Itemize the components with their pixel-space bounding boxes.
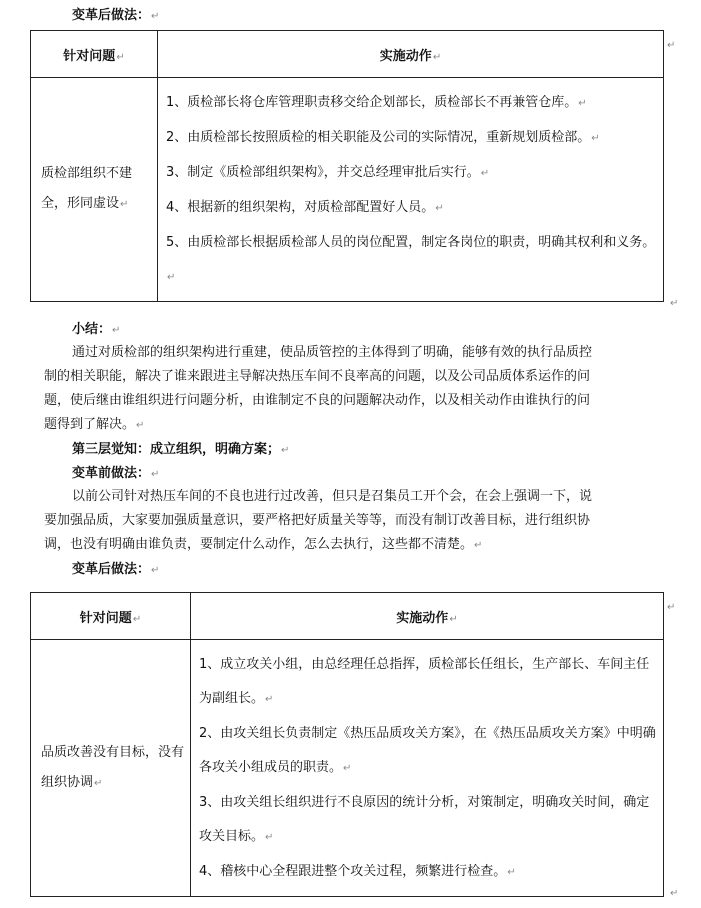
actions-cell (191, 640, 664, 897)
action-item: 4、根据新的组织架构，对质检部配置好人员。↵ (166, 200, 444, 215)
paragraph-mark: ↵ (667, 40, 676, 51)
before-paragraph: 以前公司针对热压车间的不良也进行过改善，但只是召集员工开个会，在会上强调一下，说要加强品质，大家要加强质量意识，要严格把好质量关等等，而没有制订改善目标，进行组织协调，也没有明确由谁负责，要制定什么动作，怎么去执行，这些都不清楚。↵ (44, 489, 593, 552)
table-reform-1 (30, 30, 664, 302)
col-header-problem: 针对问题↵ (31, 593, 191, 640)
action-item: 1、质检部长将仓库管理职责移交给企划部长，质检部长不再兼管仓库。↵ (166, 95, 587, 110)
action-item: 2、由质检部长按照质检的相关职能及公司的实际情况，重新规划质检部。↵ (166, 130, 600, 145)
action-item: 5、由质检部长根据质检部人员的岗位配置，制定各岗位的职责，明确其权利和义务。↵ (166, 235, 656, 283)
paragraph-mark: ↵ (667, 602, 676, 613)
col-header-action: 实施动作↵ (158, 31, 664, 78)
section-heading-after-1: 变革后做法：↵ (72, 8, 160, 23)
issue-cell: 质检部组织不建全，形同虚设↵ (31, 78, 158, 302)
level3-title: 第三层觉知：成立组织，明确方案；↵ (72, 442, 290, 457)
actions-cell (158, 78, 664, 302)
action-item: 2、由攻关组长负责制定《热压品质攻关方案》，在《热压品质攻关方案》中明确各攻关小组成员的职责。↵ (199, 726, 656, 775)
section-heading-before: 变革前做法：↵ (72, 466, 160, 481)
col-header-problem: 针对问题↵ (31, 31, 158, 78)
section-heading-after-2: 变革后做法：↵ (72, 562, 160, 577)
table-reform-2 (30, 592, 664, 897)
issue-cell: 品质改善没有目标，没有组织协调↵ (31, 640, 191, 897)
paragraph-mark: ↵ (670, 298, 679, 309)
summary-title: 小结：↵ (72, 322, 121, 337)
summary-paragraph: 通过对质检部的组织架构进行重建，使品质管控的主体得到了明确，能够有效的执行品质控制的相关职能，解决了谁来跟进主导解决热压车间不良率高的问题，以及公司品质体系运作的问题，使后继由谁组织进行问题分析，由谁制定不良的问题解决动作，以及相关动作由谁执行的问题得到了解决。↵ (44, 345, 593, 432)
action-item: 1、成立攻关小组，由总经理任总指挥，质检部长任组长，生产部长、车间主任为副组长。↵ (199, 657, 650, 706)
action-item: 3、由攻关组长组织进行不良原因的统计分析，对策制定，明确攻关时间，确定攻关目标。↵ (199, 795, 650, 844)
paragraph-mark: ↵ (670, 888, 679, 899)
col-header-action: 实施动作↵ (191, 593, 664, 640)
action-item: 3、制定《质检部组织架构》，并交总经理审批后实行。↵ (166, 165, 490, 180)
action-item: 4、稽核中心全程跟进整个攻关过程，频繁进行检查。↵ (199, 864, 516, 879)
